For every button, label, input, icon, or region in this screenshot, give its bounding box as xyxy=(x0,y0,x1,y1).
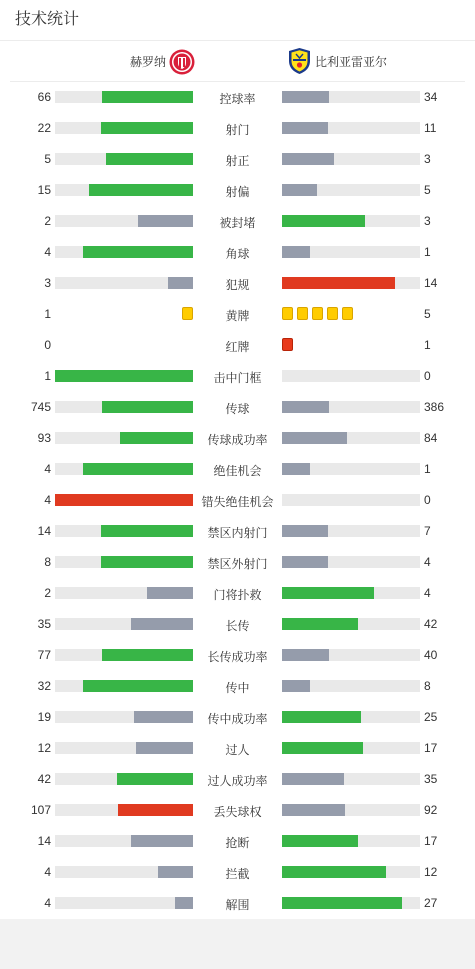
home-bar-track xyxy=(55,246,193,258)
stat-row xyxy=(0,702,475,733)
home-bar-track xyxy=(55,525,193,537)
home-bar-track xyxy=(55,463,193,475)
home-bar-fill xyxy=(83,463,193,475)
away-bar-fill xyxy=(282,277,395,289)
stat-label: 错失绝佳机会 xyxy=(201,495,274,509)
home-bar-track xyxy=(55,91,193,103)
away-bar-track xyxy=(282,525,420,537)
away-value: 0 xyxy=(424,369,431,383)
away-bar-track xyxy=(282,463,420,475)
away-value: 25 xyxy=(424,710,438,724)
stat-row xyxy=(0,857,475,888)
away-value: 34 xyxy=(424,90,438,104)
stat-label: 角球 xyxy=(225,247,250,261)
home-bar-track xyxy=(55,804,193,816)
page-title: 技术统计 xyxy=(15,11,80,28)
home-value: 0 xyxy=(44,338,51,352)
away-bar-fill xyxy=(282,649,329,661)
stats-list xyxy=(0,82,475,919)
home-yellow-cards xyxy=(182,307,193,321)
home-bar-fill xyxy=(175,897,193,909)
away-value: 35 xyxy=(424,772,438,786)
stat-row xyxy=(0,671,475,702)
home-value: 1 xyxy=(44,307,51,321)
away-bar-fill xyxy=(282,91,329,103)
stat-row xyxy=(0,516,475,547)
home-bar-fill xyxy=(131,618,193,630)
home-bar-fill xyxy=(101,122,193,134)
away-bar-fill xyxy=(282,897,402,909)
home-bar-fill xyxy=(102,91,193,103)
away-bar-fill xyxy=(282,742,363,754)
away-bar-fill xyxy=(282,618,358,630)
home-bar-track xyxy=(55,618,193,630)
stat-label: 禁区内射门 xyxy=(207,526,268,540)
stat-label: 丢失球权 xyxy=(213,805,262,819)
away-value: 12 xyxy=(424,865,438,879)
home-bar-track xyxy=(55,184,193,196)
stat-label: 拦截 xyxy=(225,867,250,881)
home-bar-track xyxy=(55,432,193,444)
stat-label: 绝佳机会 xyxy=(213,464,262,478)
home-value: 35 xyxy=(37,617,51,631)
away-bar-track xyxy=(282,432,420,444)
home-bar-track xyxy=(55,587,193,599)
away-bar-fill xyxy=(282,463,310,475)
home-value: 19 xyxy=(37,710,51,724)
away-value: 5 xyxy=(424,307,431,321)
home-value: 32 xyxy=(37,679,51,693)
home-bar-track xyxy=(55,277,193,289)
away-value: 1 xyxy=(424,245,431,259)
away-bar-track xyxy=(282,91,420,103)
away-red-cards xyxy=(282,338,293,352)
home-value: 22 xyxy=(37,121,51,135)
away-bar-fill xyxy=(282,866,386,878)
home-value: 15 xyxy=(37,183,51,197)
home-value: 5 xyxy=(44,152,51,166)
home-value: 2 xyxy=(44,214,51,228)
home-value: 4 xyxy=(44,493,51,507)
away-value: 17 xyxy=(424,834,438,848)
stat-row xyxy=(0,485,475,516)
away-bar-track xyxy=(282,649,420,661)
home-value: 8 xyxy=(44,555,51,569)
home-bar-fill xyxy=(106,153,193,165)
home-team-name[interactable]: 赫罗纳 xyxy=(129,55,166,69)
away-bar-track xyxy=(282,494,420,506)
home-bar-track xyxy=(55,711,193,723)
away-bar-fill xyxy=(282,122,328,134)
stat-label: 长传 xyxy=(225,619,250,633)
stat-row xyxy=(0,733,475,764)
home-bar-track xyxy=(55,215,193,227)
girona-crest-icon[interactable] xyxy=(169,49,195,75)
home-bar-track xyxy=(55,122,193,134)
away-bar-track xyxy=(282,835,420,847)
home-bar-track xyxy=(55,649,193,661)
stat-row xyxy=(0,578,475,609)
home-bar-fill xyxy=(136,742,193,754)
stat-row xyxy=(0,330,475,361)
away-value: 40 xyxy=(424,648,438,662)
home-bar-fill xyxy=(102,649,193,661)
home-bar-fill xyxy=(117,773,193,785)
stat-label: 传球 xyxy=(225,402,250,416)
home-bar-fill xyxy=(55,370,193,382)
away-bar-track xyxy=(282,897,420,909)
stat-label: 黄牌 xyxy=(225,309,250,323)
away-bar-fill xyxy=(282,587,374,599)
stat-row xyxy=(0,609,475,640)
away-bar-track xyxy=(282,618,420,630)
yellow-card-icon xyxy=(312,307,323,320)
home-bar-track xyxy=(55,370,193,382)
home-bar-fill xyxy=(158,866,193,878)
home-bar-fill xyxy=(101,556,193,568)
home-value: 1 xyxy=(44,369,51,383)
home-bar-fill xyxy=(55,494,193,506)
home-bar-track xyxy=(55,866,193,878)
home-value: 2 xyxy=(44,586,51,600)
away-bar-track xyxy=(282,804,420,816)
yellow-card-icon xyxy=(297,307,308,320)
away-bar-track xyxy=(282,773,420,785)
stat-row xyxy=(0,640,475,671)
stat-label: 击中门框 xyxy=(213,371,262,385)
home-value: 42 xyxy=(37,772,51,786)
away-value: 92 xyxy=(424,803,438,817)
home-value: 4 xyxy=(44,865,51,879)
villarreal-crest-icon[interactable] xyxy=(287,47,312,75)
away-bar-fill xyxy=(282,773,344,785)
away-value: 386 xyxy=(424,400,445,414)
home-value: 77 xyxy=(37,648,51,662)
away-bar-track xyxy=(282,680,420,692)
home-value: 14 xyxy=(37,524,51,538)
away-value: 5 xyxy=(424,183,431,197)
red-card-icon xyxy=(282,338,293,351)
stat-label: 传中 xyxy=(225,681,250,695)
away-bar-track xyxy=(282,866,420,878)
stat-label: 被封堵 xyxy=(219,216,256,230)
stat-row xyxy=(0,795,475,826)
away-bar-track xyxy=(282,122,420,134)
home-bar-track xyxy=(55,680,193,692)
home-bar-track xyxy=(55,401,193,413)
away-bar-track xyxy=(282,370,420,382)
stat-label: 犯规 xyxy=(225,278,250,292)
home-bar-fill xyxy=(131,835,193,847)
home-value: 66 xyxy=(37,90,51,104)
away-bar-fill xyxy=(282,556,328,568)
home-value: 4 xyxy=(44,896,51,910)
home-value: 107 xyxy=(30,803,51,817)
home-bar-track xyxy=(55,153,193,165)
away-bar-fill xyxy=(282,184,317,196)
away-bar-fill xyxy=(282,432,347,444)
stat-row xyxy=(0,423,475,454)
away-bar-fill xyxy=(282,246,310,258)
home-bar-fill xyxy=(89,184,193,196)
away-value: 4 xyxy=(424,555,431,569)
stat-label: 传球成功率 xyxy=(207,433,268,447)
away-bar-track xyxy=(282,556,420,568)
stat-label: 门将扑救 xyxy=(213,588,262,602)
stat-row xyxy=(0,454,475,485)
stat-row xyxy=(0,764,475,795)
yellow-card-icon xyxy=(342,307,353,320)
stat-row xyxy=(0,82,475,113)
away-bar-fill xyxy=(282,401,329,413)
stat-row xyxy=(0,299,475,330)
home-bar-track xyxy=(55,742,193,754)
home-bar-fill xyxy=(118,804,193,816)
away-bar-track xyxy=(282,277,420,289)
away-bar-fill xyxy=(282,153,334,165)
stat-label: 抢断 xyxy=(225,836,250,850)
stat-label: 红牌 xyxy=(225,340,250,354)
home-bar-fill xyxy=(147,587,193,599)
away-bar-track xyxy=(282,711,420,723)
away-bar-fill xyxy=(282,215,365,227)
away-value: 1 xyxy=(424,338,431,352)
away-value: 84 xyxy=(424,431,438,445)
away-bar-track xyxy=(282,401,420,413)
away-value: 14 xyxy=(424,276,438,290)
yellow-card-icon xyxy=(182,307,193,320)
stat-label: 传中成功率 xyxy=(207,712,268,726)
home-value: 4 xyxy=(44,245,51,259)
away-value: 11 xyxy=(424,121,437,135)
away-bar-track xyxy=(282,184,420,196)
away-bar-fill xyxy=(282,711,361,723)
away-team-name[interactable]: 比利亚雷亚尔 xyxy=(315,55,388,69)
home-value: 14 xyxy=(37,834,51,848)
home-value: 3 xyxy=(44,276,51,290)
away-bar-fill xyxy=(282,835,358,847)
stat-row xyxy=(0,268,475,299)
home-value: 745 xyxy=(30,400,51,414)
stat-label: 过人成功率 xyxy=(207,774,268,788)
home-bar-track xyxy=(55,494,193,506)
home-bar-fill xyxy=(101,525,193,537)
home-bar-fill xyxy=(134,711,193,723)
stat-label: 禁区外射门 xyxy=(207,557,268,571)
away-yellow-cards xyxy=(282,307,353,321)
away-value: 0 xyxy=(424,493,431,507)
stat-label: 射门 xyxy=(225,123,250,137)
away-bar-fill xyxy=(282,804,345,816)
away-bar-fill xyxy=(282,525,328,537)
home-value: 12 xyxy=(37,741,51,755)
home-value: 93 xyxy=(37,431,51,445)
yellow-card-icon xyxy=(327,307,338,320)
stat-row xyxy=(0,237,475,268)
away-value: 4 xyxy=(424,586,431,600)
away-value: 1 xyxy=(424,462,431,476)
stat-label: 控球率 xyxy=(219,92,256,106)
home-bar-fill xyxy=(168,277,193,289)
away-value: 27 xyxy=(424,896,438,910)
teams-header xyxy=(0,41,475,81)
stat-label: 射偏 xyxy=(225,185,250,199)
away-value: 8 xyxy=(424,679,431,693)
away-bar-fill xyxy=(282,680,310,692)
stat-row xyxy=(0,175,475,206)
home-bar-fill xyxy=(102,401,193,413)
away-bar-track xyxy=(282,742,420,754)
stat-label: 过人 xyxy=(225,743,250,757)
away-bar-track xyxy=(282,246,420,258)
away-value: 42 xyxy=(424,617,438,631)
away-bar-track xyxy=(282,215,420,227)
stat-label: 解围 xyxy=(225,898,250,912)
home-bar-track xyxy=(55,835,193,847)
stat-row xyxy=(0,826,475,857)
home-bar-fill xyxy=(138,215,193,227)
stat-row xyxy=(0,113,475,144)
away-value: 3 xyxy=(424,214,431,228)
away-value: 7 xyxy=(424,524,431,538)
stat-row xyxy=(0,144,475,175)
away-value: 3 xyxy=(424,152,431,166)
stat-row xyxy=(0,888,475,919)
home-bar-track xyxy=(55,897,193,909)
away-bar-track xyxy=(282,153,420,165)
stat-label: 射正 xyxy=(225,154,250,168)
home-bar-fill xyxy=(120,432,193,444)
stat-row xyxy=(0,361,475,392)
home-bar-track xyxy=(55,773,193,785)
away-bar-track xyxy=(282,587,420,599)
home-bar-fill xyxy=(83,680,193,692)
home-value: 4 xyxy=(44,462,51,476)
stat-row xyxy=(0,392,475,423)
home-bar-track xyxy=(55,556,193,568)
stat-row xyxy=(0,206,475,237)
yellow-card-icon xyxy=(282,307,293,320)
stat-row xyxy=(0,547,475,578)
away-value: 17 xyxy=(424,741,438,755)
home-bar-fill xyxy=(83,246,193,258)
stat-label: 长传成功率 xyxy=(207,650,268,664)
